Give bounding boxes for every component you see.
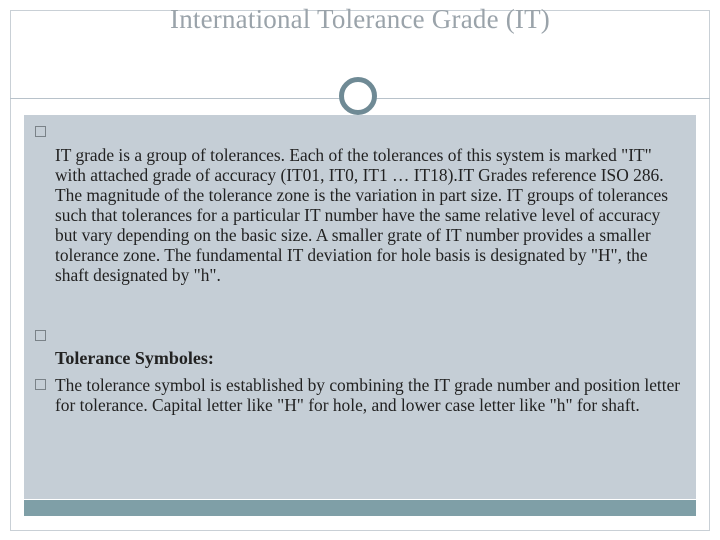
bullet-square-icon xyxy=(35,379,46,390)
footer-bar xyxy=(24,500,696,516)
slide-title: International Tolerance Grade (IT) xyxy=(170,4,550,34)
bullet-square-icon xyxy=(35,126,46,137)
heading-tolerance-symbols: Tolerance Symboles: xyxy=(55,348,214,368)
paragraph-it-grade: IT grade is a group of tolerances. Each of the tolerances of this system is marked "IT" with attached grade of accuracy (IT01, IT0, IT1 … IT18).IT Grades reference ISO 286. The magnitude of the tolerance zone is the variation in part size. IT groups of tolerances such that tolerances for a particular IT number have the same relative level of accuracy but vary depending on the basic size. A smaller grate of IT number provides a smaller tolerance zone. The fundamental IT deviation for hole basis is designated by "H", the shaft designated by "h". xyxy=(55,145,668,285)
paragraph-tolerance-symbol: The tolerance symbol is established by combining the IT grade number and position letter for tolerance. Capital letter like "H" for hole, and lower case letter like "h" for shaft. xyxy=(55,375,681,415)
circle-ornament xyxy=(339,77,377,115)
bullet-square-icon xyxy=(35,330,46,341)
